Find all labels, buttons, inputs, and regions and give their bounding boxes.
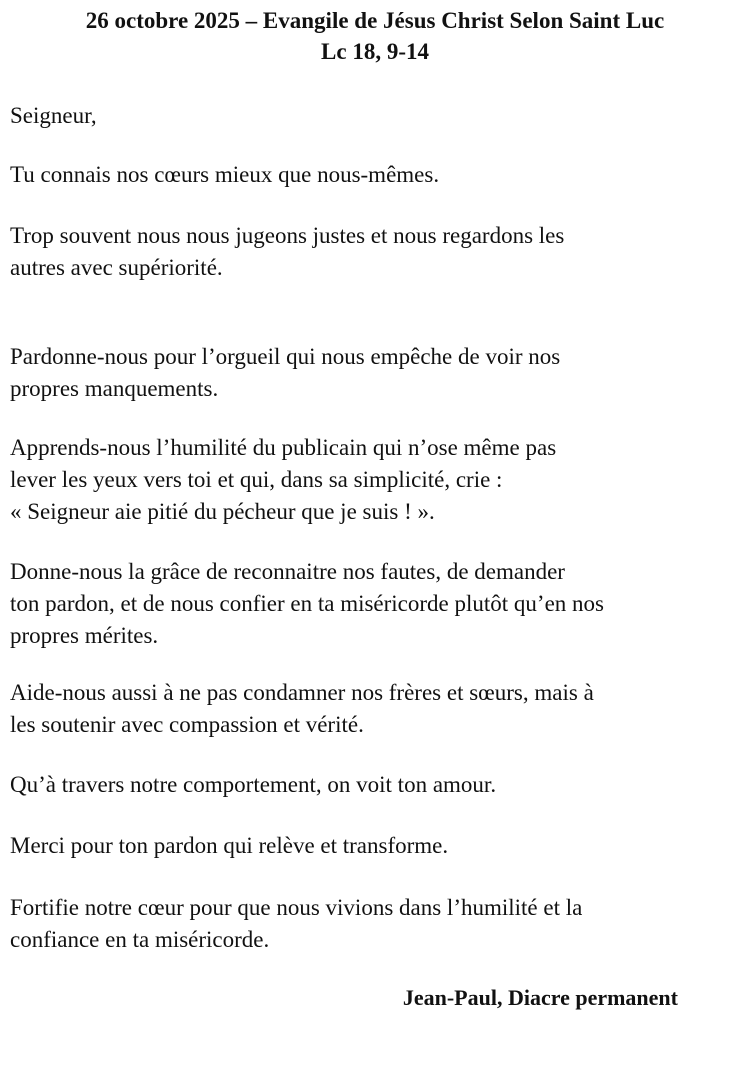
paragraph-line: Donne-nous la grâce de reconnaitre nos fautes, de demander: [10, 559, 565, 584]
paragraph-line: lever les yeux vers toi et qui, dans sa simplicité, crie :: [10, 467, 503, 492]
paragraph-6: [10, 677, 740, 741]
paragraph-9: [10, 892, 740, 956]
paragraph-4: [10, 432, 740, 528]
paragraph-line: Trop souvent nous nous jugeons justes et nous regardons les: [10, 223, 565, 248]
paragraph-line: les soutenir avec compassion et vérité.: [10, 712, 364, 737]
paragraph-3: [10, 341, 740, 405]
paragraph-line: Aide-nous aussi à ne pas condamner nos frères et sœurs, mais à: [10, 680, 594, 705]
paragraph-line: propres manquements.: [10, 376, 219, 401]
paragraph-line: Merci pour ton pardon qui relève et transforme.: [10, 833, 449, 858]
page-title: 26 octobre 2025 – Evangile de Jésus Christ Selon Saint Luc: [85, 8, 665, 33]
salutation: [10, 100, 740, 132]
paragraph-line: ton pardon, et de nous confier en ta miséricorde plutôt qu’en nos: [10, 591, 605, 616]
paragraph-line: confiance en ta miséricorde.: [10, 927, 270, 952]
scripture-reference: Lc 18, 9-14: [321, 39, 429, 64]
paragraph-line: propres mérites.: [10, 623, 159, 648]
paragraph-8: [10, 830, 740, 862]
salutation-text: Seigneur,: [10, 103, 97, 128]
paragraph-line: Apprends-nous l’humilité du publicain qui n’ose même pas: [10, 435, 557, 460]
paragraph-line: Pardonne-nous pour l’orgueil qui nous empêche de voir nos: [10, 344, 561, 369]
signature: Jean-Paul, Diacre permanent: [402, 985, 678, 1010]
paragraph-line: Qu’à travers notre comportement, on voit ton amour.: [10, 772, 497, 797]
paragraph-5: [10, 556, 740, 652]
paragraph-1: [10, 159, 740, 191]
paragraph-2: [10, 220, 740, 284]
paragraph-line: Fortifie notre cœur pour que nous vivions dans l’humilité et la: [10, 895, 583, 920]
paragraph-7: [10, 769, 740, 801]
paragraph-line: « Seigneur aie pitié du pécheur que je suis ! ».: [10, 499, 435, 524]
paragraph-line: Tu connais nos cœurs mieux que nous-mêmes.: [10, 162, 440, 187]
paragraph-line: autres avec supériorité.: [10, 255, 223, 280]
